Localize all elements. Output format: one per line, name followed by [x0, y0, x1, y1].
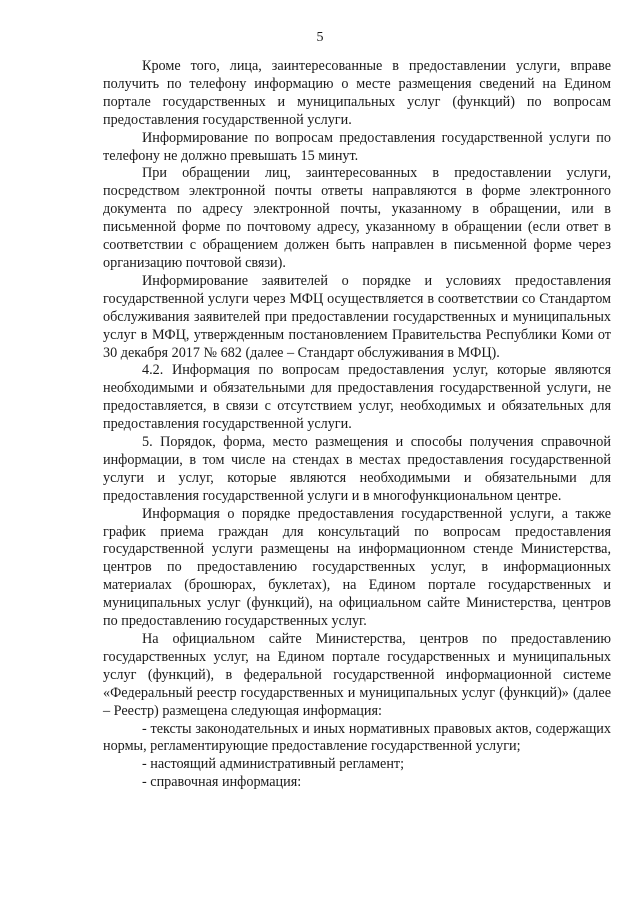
paragraph-section-4-2: 4.2. Информация по вопросам предоставления услуг, которые являются необходимыми и обязательными для предоставления государственной услуги, не предоставляется, в связи с отсутствием услуг, необходимых и обязательных для предоставления государственной услуги.: [103, 362, 611, 433]
paragraph-section-5: 5. Порядок, форма, место размещения и способы получения справочной информации, в том числе на стендах в местах предоставления государственной услуги и услуг, которые являются необходимыми и обязательными для предоставления государственной услуги и в многофункциональном центре.: [103, 434, 611, 504]
paragraph-email-responses: При обращении лиц, заинтересованных в предоставлении услуги, посредством электронной почты ответы направляются в форме электронного документа по адресу электронной почты, указанному в обращении, или в письменной форме по почтовому адресу, указанному в обращении (если ответ в соответствии с обращением должен быть направлен в письменной форме через организацию почтовой связи).: [103, 165, 611, 271]
paragraph-official-site-info: На официальном сайте Министерства, центров по предоставлению государственных услуг, на Едином портале государственных и муниципальных услуг (функций), в федеральной государственной информационной системе «Федеральный реестр государственных и муниципальных услуг (функций)» (далее – Реестр) размещена следующая информация:: [103, 631, 611, 719]
list-item-regulation: - настоящий административный регламент;: [142, 756, 405, 773]
page-number: 5: [316, 30, 324, 45]
paragraph-mfc-informing: Информирование заявителей о порядке и условиях предоставления государственной услуги через МФЦ осуществляется в соответствии со Стандартом обслуживания заявителей при предоставлении государственных и муниципальных услуг в МФЦ, утвержденным постановлением Правительства Республики Коми от 30 декабря 2017 № 682 (далее – Стандарт обслуживания в МФЦ).: [103, 272, 611, 361]
list-item-reference-info: - справочная информация:: [142, 774, 302, 791]
list-item-legal-acts: - тексты законодательных и иных нормативных правовых актов, содержащих нормы, регламентирующие предоставление государственной услуги;: [103, 720, 611, 755]
paragraph-schedule-info: Информация о порядке предоставления государственной услуги, а также график приема граждан для консультаций по вопросам предоставления государственной услуги размещены на информационном стенде Министерства, центров по предоставлению государственных услуг, в информационных материалах (брошюрах, буклетах), на Едином портале государственных и муниципальных услуг (функций), на официальном сайте Министерства, центров по предоставлению государственных услуг.: [103, 505, 611, 630]
paragraph-phone-info-location: Кроме того, лица, заинтересованные в предоставлении услуги, вправе получить по телефону информацию о месте размещения сведений на Едином портале государственных и муниципальных услуг (функций) по вопросам предоставления государственной услуги.: [103, 58, 611, 128]
document-body: [103, 58, 611, 792]
paragraph-phone-duration: Информирование по вопросам предоставления государственной услуги по телефону не должно превышать 15 минут.: [103, 129, 611, 164]
